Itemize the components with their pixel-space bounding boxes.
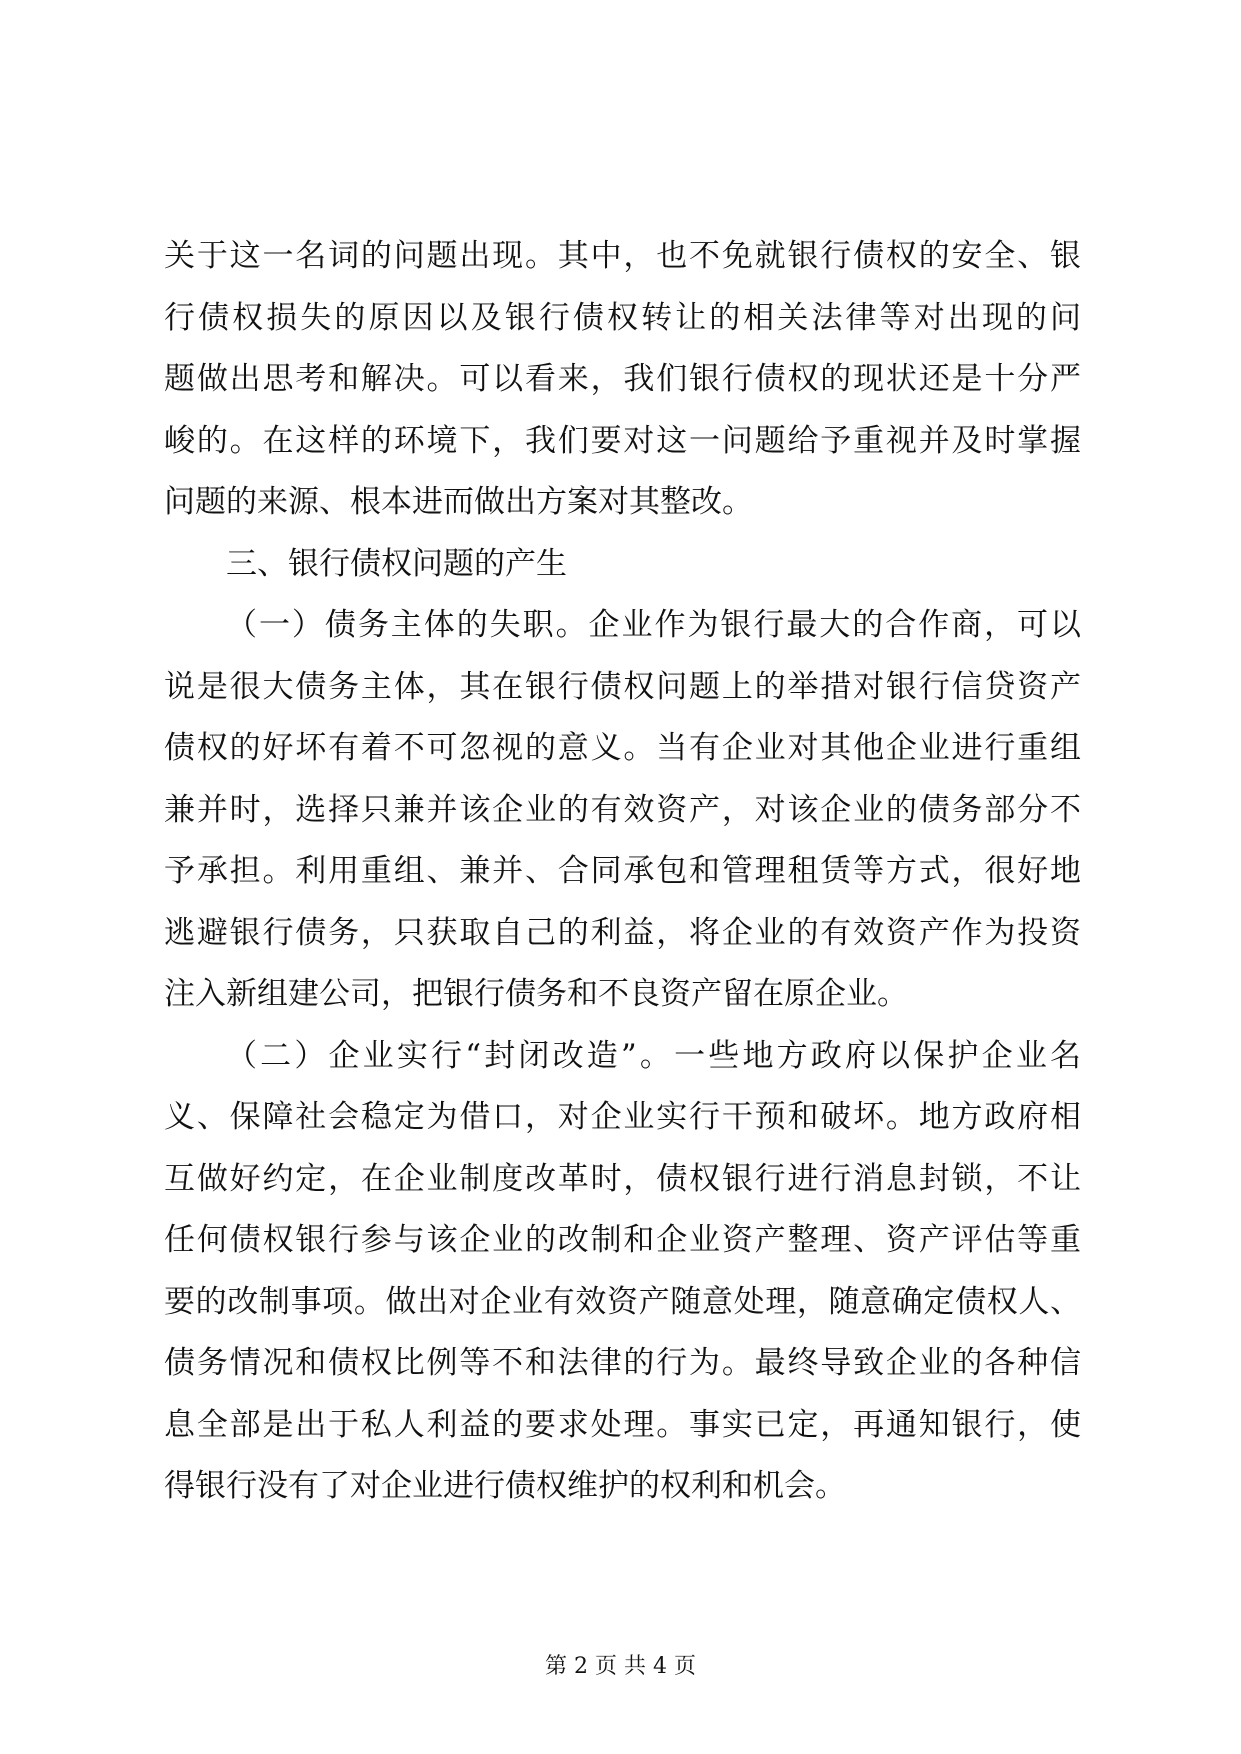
text-line: 问题的来源、根本进而做出方案对其整改。 — [164, 484, 753, 520]
section-heading: 三、银行债权问题的产生 — [226, 545, 567, 582]
text-line: 兼并时，选择只兼并该企业的有效资产，对该企业的债务部分不 — [164, 791, 1081, 828]
text-line: 予承担。利用重组、兼并、合同承包和管理租赁等方式，很好地 — [164, 853, 1081, 889]
text-line: 息全部是出于私人利益的要求处理。事实已定，再通知银行，使 — [164, 1406, 1081, 1443]
text-line: 互做好约定，在企业制度改革时，债权银行进行消息封锁，不让 — [164, 1160, 1081, 1197]
text-line: 注入新组建公司，把银行债务和不良资产留在原企业。 — [164, 976, 908, 1012]
text-line: 题做出思考和解决。可以看来，我们银行债权的现状还是十分严 — [164, 361, 1081, 397]
text-line: （二）企业实行“封闭改造”。一些地方政府以保护企业名 — [226, 1037, 1081, 1074]
text-line: 说是很大债务主体，其在银行债权问题上的举措对银行信贷资产 — [164, 668, 1081, 705]
text-line: 关于这一名词的问题出现。其中，也不免就银行债权的安全、银 — [164, 238, 1081, 274]
document-body — [164, 226, 1081, 1518]
text-line: 行债权损失的原因以及银行债权转让的相关法律等对出现的问 — [164, 299, 1081, 336]
paragraph-intro — [164, 226, 1081, 534]
text-line: 峻的。在这样的环境下，我们要对这一问题给予重视并及时掌握 — [164, 422, 1081, 459]
text-line: 逃避银行债务，只获取自己的利益，将企业的有效资产作为投资 — [164, 914, 1081, 951]
text-line: 得银行没有了对企业进行债权维护的权利和机会。 — [164, 1468, 846, 1504]
page-number-footer: 第 2 页 共 4 页 — [545, 1654, 696, 1679]
text-line: （一）债务主体的失职。企业作为银行最大的合作商，可以 — [226, 607, 1081, 643]
text-line: 任何债权银行参与该企业的改制和企业资产整理、资产评估等重 — [164, 1222, 1081, 1258]
text-line: 债权的好坏有着不可忽视的意义。当有企业对其他企业进行重组 — [164, 730, 1081, 766]
text-line: 要的改制事项。做出对企业有效资产随意处理，随意确定债权人、 — [164, 1283, 1081, 1320]
text-line: 债务情况和债权比例等不和法律的行为。最终导致企业的各种信 — [164, 1345, 1081, 1381]
paragraph-two — [164, 1026, 1081, 1518]
text-line: 义、保障社会稳定为借口，对企业实行干预和破坏。地方政府相 — [164, 1099, 1081, 1135]
paragraph-one — [164, 595, 1081, 1026]
